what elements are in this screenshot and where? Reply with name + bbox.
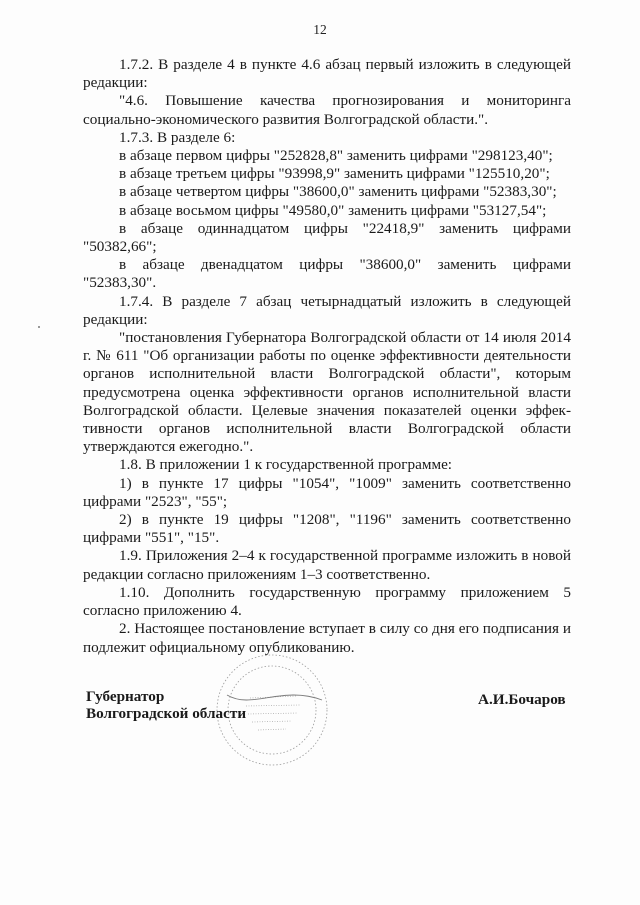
signature-title: [86, 688, 246, 722]
paragraph: в абзаце первом цифры "252828,8" заменить цифрами "298123,40";: [119, 147, 553, 165]
paragraph: 1.9. Приложения 2–4 к государственной программе изложить в новой редакции согласно приложениям 1–3 соответственно.: [83, 547, 571, 583]
paragraph: 1.8. В приложении 1 к государственной программе:: [119, 456, 453, 474]
page-number: 12: [313, 22, 327, 37]
paragraph: в абзаце одиннадцатом цифры "22418,9" заменить цифрами "50382,66";: [83, 219, 571, 256]
paragraph: в абзаце третьем цифры "93998,9" заменить цифрами "125510,20";: [119, 165, 550, 183]
paragraph: 1) в пункте 17 цифры "1054", "1009" заменить соответственно цифрами "2523", "55";: [83, 474, 571, 510]
margin-mark: [38, 326, 40, 328]
paragraph: 1.7.3. В разделе 6:: [119, 128, 236, 146]
paragraph: 2. Настоящее постановление вступает в силу со дня его подписания и подлежит официальному опубликованию.: [83, 620, 571, 656]
signatory-name: А.И.Бочаров: [478, 691, 566, 708]
paragraph: в абзаце четвертом цифры "38600,0" заменить цифрами "52383,30";: [119, 183, 557, 201]
paragraph: в абзаце восьмом цифры "49580,0" заменить цифрами "53127,54";: [119, 201, 547, 219]
paragraph: 1.10. Дополнить государственную программу приложением 5 согласно приложению 4.: [83, 583, 571, 620]
paragraph: в абзаце двенадцатом цифры "38600,0" заменить цифрами "52383,30".: [83, 256, 571, 292]
paragraph: "4.6. Повышение качества прогнозирования и мониторинга социально-экономического развития Волгоградской области.".: [83, 92, 571, 128]
signature-title-line: Волгоградской области: [86, 705, 247, 722]
paragraph: "постановления Губернатора Волгоградской области от 14 июля 2014 г. № 611 "Об организации работы по оценке эффективности деятельности органов исполнительной власти Волгоградской области", которым предусмотрена оценка эффективности органов исполнительной власти Волгоградской области. Целевые значения показателей оценки эффек-тивности органов исполнительной власти Волгоградской области утверждаются ежегодно.".: [83, 329, 571, 456]
signature-title-line: Губернатор: [86, 688, 165, 705]
paragraph: 1.7.4. В разделе 7 абзац четырнадцатый изложить в следующей редакции:: [83, 292, 571, 328]
document-body: [83, 56, 571, 657]
paragraph: 2) в пункте 19 цифры "1208", "1196" заменить соответственно цифрами "551", "15".: [83, 511, 571, 547]
paragraph: 1.7.2. В разделе 4 в пункте 4.6 абзац первый изложить в следующей редакции:: [83, 56, 571, 92]
